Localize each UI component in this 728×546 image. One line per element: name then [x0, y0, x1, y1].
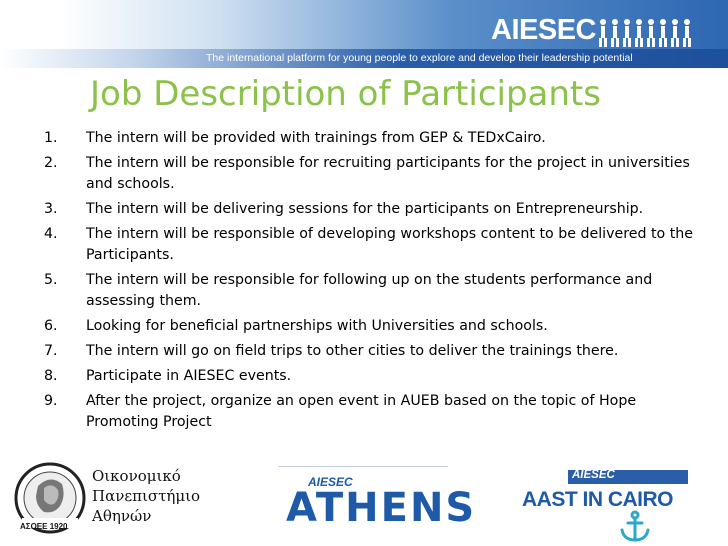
list-item — [44, 224, 704, 266]
medal-text: ΑΣΟΕΕ 1920 — [20, 522, 68, 531]
item-number: 9. — [44, 393, 58, 409]
item-number: 8. — [44, 368, 58, 384]
list-item — [44, 341, 704, 362]
university-line-2: Πανεπιστήμιο — [92, 487, 201, 505]
cairo-brand: AIESEC — [572, 469, 615, 481]
header-banner — [0, 0, 728, 68]
university-name — [92, 466, 200, 526]
aiesec-cairo-logo — [510, 466, 700, 544]
list-item — [44, 153, 704, 195]
item-number: 1. — [44, 130, 58, 146]
list-item — [44, 199, 704, 220]
item-text: The intern will go on field trips to other cities to deliver the trainings there. — [86, 343, 619, 359]
list-item — [44, 316, 704, 337]
list-item — [44, 128, 704, 149]
item-number: 4. — [44, 226, 58, 242]
university-line-1: Οικονομικό — [92, 467, 181, 485]
item-text: The intern will be responsible for following up on the students performance and assessing them. — [86, 272, 653, 309]
list-item — [44, 391, 704, 433]
list-item — [44, 366, 704, 387]
athens-wordmark: ATHENS — [286, 485, 477, 531]
item-text: The intern will be provided with trainings from GEP & TEDxCairo. — [86, 130, 546, 146]
page-title: Job Description of Participants — [90, 74, 601, 114]
list-item — [44, 270, 704, 312]
item-number: 2. — [44, 155, 58, 171]
people-figures-icon — [598, 18, 708, 48]
item-text: Participate in AIESEC events. — [86, 368, 292, 384]
banner-tagline: The international platform for young people to explore and develop their leadership potential — [206, 52, 633, 64]
aiesec-logo-text: AIESEC — [491, 14, 596, 46]
item-text: After the project, organize an open event in AUEB based on the topic of Hope Promoting Project — [86, 393, 637, 430]
university-logo — [8, 458, 201, 540]
item-number: 7. — [44, 343, 58, 359]
item-text: The intern will be responsible of developing workshops content to be delivered to the Participants. — [86, 226, 694, 263]
item-text: Looking for beneficial partnerships with Universities and schools. — [86, 318, 548, 334]
university-line-3: Αθηνών — [92, 507, 152, 525]
aiesec-athens-logo — [278, 466, 477, 545]
job-description-list — [44, 128, 704, 437]
item-number: 6. — [44, 318, 58, 334]
item-number: 5. — [44, 272, 58, 288]
anchor-icon — [618, 510, 652, 544]
athens-brand: AIESEC — [308, 475, 353, 489]
item-text: The intern will be delivering sessions for the participants on Entrepreneurship. — [86, 201, 644, 217]
cairo-wordmark: AAST IN CAIRO — [522, 488, 673, 511]
item-text: The intern will be responsible for recruiting participants for the project in universities and schools. — [86, 155, 690, 192]
item-number: 3. — [44, 201, 58, 217]
